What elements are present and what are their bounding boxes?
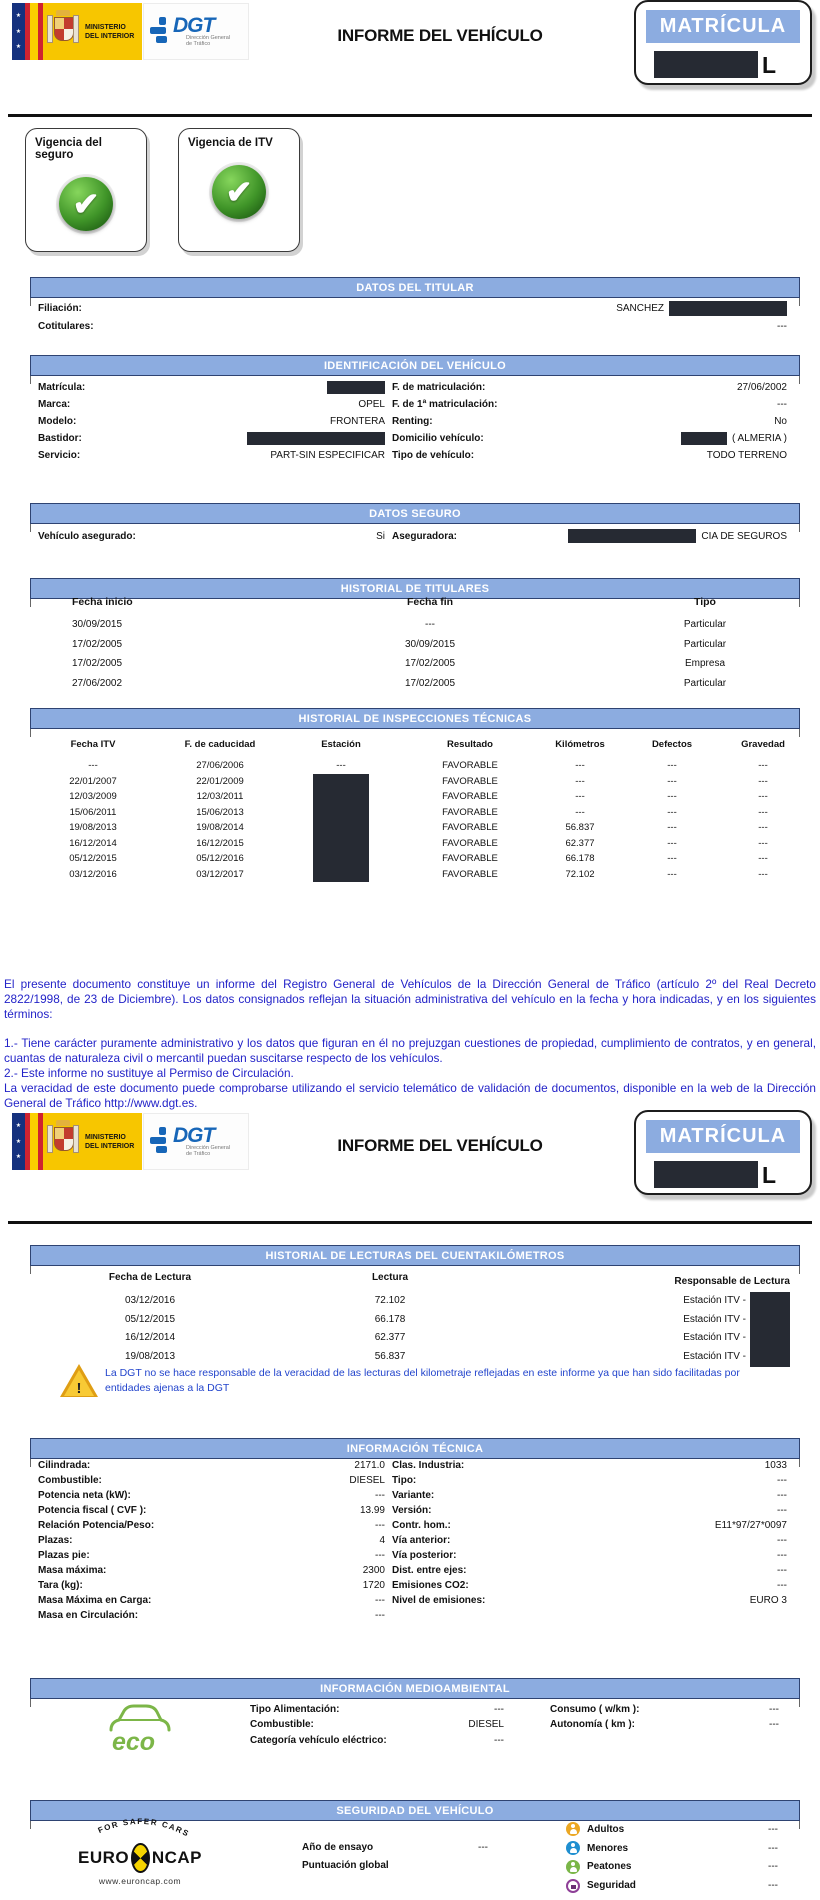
- table-row: 19/08/2013 19/08/2014 FAVORABLE 56.837 --- ---: [30, 820, 800, 836]
- responsable-redaction: [750, 1311, 790, 1330]
- section-header-informacion-tecnica: INFORMACIÓN TÉCNICA: [30, 1438, 800, 1459]
- warning-triangle-icon: !: [60, 1364, 100, 1398]
- plate-suffix: L: [762, 1161, 777, 1188]
- row-modelo: Modelo: FRONTERA Renting: No: [38, 416, 787, 427]
- titulares-table-header: Fecha inicio Fecha fin Tipo: [72, 596, 716, 608]
- rating-peatones: Peatones ---: [566, 1858, 778, 1877]
- table-row: 17/02/2005 30/09/2015 Particular: [72, 638, 727, 650]
- rating-adultos: Adultos ---: [566, 1820, 778, 1839]
- table-row: 12/03/2009 12/03/2011 FAVORABLE --- --- ---: [30, 789, 800, 805]
- responsable-redaction: [750, 1292, 790, 1311]
- page-title: INFORME DEL VEHÍCULO: [337, 26, 543, 45]
- plate-redaction: [654, 51, 758, 78]
- peatones-icon: [566, 1860, 580, 1874]
- row-servicio: Servicio: PART-SIN ESPECIFICAR Tipo de vehículo: TODO TERRENO: [38, 450, 787, 461]
- filiacion-redaction: [669, 301, 787, 316]
- green-check-icon: ✔: [212, 165, 266, 219]
- matricula-redaction: [327, 381, 385, 394]
- dgt-logo: [143, 3, 249, 60]
- ministry-interior-logo: [12, 3, 142, 60]
- row-bastidor: Bastidor: Domicilio vehículo: ( ALMERIA ): [38, 433, 787, 444]
- svg-text:eco: eco: [112, 1728, 156, 1756]
- svg-text:FOR SAFER CARS: FOR SAFER CARS: [96, 1816, 192, 1838]
- page1-header: [0, 0, 820, 96]
- ministry-interior-logo: [12, 1113, 142, 1170]
- table-row: 03/12/2016 03/12/2017 FAVORABLE 72.102 --- ---: [30, 867, 800, 883]
- matricula-box: [634, 1110, 812, 1195]
- estacion-redaction: [313, 851, 369, 867]
- medioambiental-left-column: Tipo Alimentación: --- Combustible: DIESEL Categoría vehículo eléctrico: ---: [250, 1704, 504, 1746]
- responsable-redaction: [750, 1348, 790, 1367]
- dgt-subtitle: Dirección General de Tráfico: [186, 34, 231, 47]
- dgt-wordmark: DGT: [173, 1123, 215, 1147]
- identificacion-rows: [30, 379, 800, 464]
- row-filiacion: Filiación: SANCHEZ: [30, 299, 800, 317]
- estacion-redaction: [313, 774, 369, 790]
- dgt-symbol-icon: [149, 16, 173, 48]
- table-row: 16/12/2014 62.377 Estación ITV -: [30, 1329, 800, 1348]
- section-header-medioambiental: INFORMACIÓN MEDIOAMBIENTAL: [30, 1678, 800, 1699]
- row-cotitulares: Cotitulares: ---: [38, 320, 787, 332]
- table-row: 27/06/2002 17/02/2005 Particular: [72, 677, 727, 689]
- kilometraje-disclaimer: La DGT no se hace responsable de la veracidad de las lecturas del kilometraje reflejadas en este informe ya que han sido facilitadas por entidades ajenas a la DGT: [105, 1367, 740, 1394]
- page-title: INFORME DEL VEHÍCULO: [337, 1136, 543, 1155]
- euroncap-logo: FOR SAFER CARS EURO NCAP www.euroncap.com: [78, 1814, 202, 1886]
- table-row: 22/01/2007 22/01/2009 FAVORABLE --- --- ---: [30, 774, 800, 790]
- tecnica-left-column: Cilindrada: 2171.0 Combustible: DIESEL Potencia neta (kW): --- Potencia fiscal ( CVF ): 13.99 Relación Potencia/Peso: --- Plazas: 4 Plazas pie: --- Masa máxima: 2300 Tara (kg): 1720 Masa Máxima en Carga: --- Masa en Circulación: ---: [38, 1460, 385, 1621]
- estacion-redaction: [313, 789, 369, 805]
- responsable-redaction: [750, 1329, 790, 1348]
- spain-coat-of-arms-icon: [43, 3, 83, 60]
- estacion-redaction: [313, 820, 369, 836]
- crash-test-dummy-icon: [131, 1843, 150, 1873]
- bastidor-redaction: [247, 432, 385, 445]
- table-row: 03/12/2016 72.102 Estación ITV -: [30, 1292, 800, 1311]
- table-row: 17/02/2005 17/02/2005 Empresa: [72, 658, 725, 669]
- dgt-wordmark: DGT: [173, 13, 215, 37]
- table-row: 16/12/2014 16/12/2015 FAVORABLE 62.377 --- ---: [30, 836, 800, 852]
- inspecciones-table-header: Fecha ITV F. de caducidad Estación Resultado Kilómetros Defectos Gravedad: [70, 739, 785, 750]
- matricula-box: [634, 0, 812, 85]
- rating-menores: Menores ---: [566, 1839, 778, 1858]
- matricula-label: MATRÍCULA: [646, 10, 800, 43]
- green-check-icon: ✔: [59, 177, 113, 231]
- eu-stars-band: ★ ★ ★: [12, 3, 25, 60]
- medioambiental-right-column: Consumo ( w/km ): --- Autonomía ( km ): ---: [550, 1704, 779, 1731]
- inspecciones-table-body: [30, 758, 800, 882]
- ministry-name: MINISTERIO DEL INTERIOR: [85, 23, 135, 40]
- badge-vigencia-itv: Vigencia de ITV ✔: [178, 128, 300, 252]
- eco-car-icon: [103, 1700, 173, 1761]
- ensayo-block: Año de ensayo --- Puntuación global: [302, 1841, 488, 1872]
- divider: [8, 1221, 812, 1224]
- euroncap-arc-text: [78, 1814, 202, 1838]
- section-header-lecturas: HISTORIAL DE LECTURAS DEL CUENTAKILÓMETROS: [30, 1245, 800, 1266]
- estacion-redaction: [313, 836, 369, 852]
- dgt-logo: [143, 1113, 249, 1170]
- table-row: --- 27/06/2006 --- FAVORABLE --- --- ---: [88, 760, 768, 771]
- menores-icon: [566, 1841, 580, 1855]
- lecturas-table-body: [30, 1292, 800, 1367]
- page2-header: [0, 1110, 820, 1206]
- lecturas-table-header: Fecha de Lectura Lectura Responsable de Lectura: [108, 1272, 790, 1287]
- row-marca: Marca: OPEL F. de 1ª matriculación: ---: [38, 399, 787, 410]
- section-header-historial-titulares: HISTORIAL DE TITULARES: [30, 578, 800, 599]
- euroncap-url: www.euroncap.com: [98, 1876, 182, 1886]
- section-header-inspecciones: HISTORIAL DE INSPECCIONES TÉCNICAS: [30, 708, 800, 729]
- legal-notice: El presente documento constituye un informe del Registro General de Vehículos de la Dirección General de Tráfico (artículo 2º del Real Decreto 2822/1998, de 23 de Diciembre). Los datos consignados reflejan la situación administrativa del vehículo en la fecha y hora indicadas, y en los siguientes términos: 1.- Tiene carácter puramente administrativo y los datos que figuran en él no prejuzgan cuestiones de propiedad, cumplimiento de contratos, y en general, cuantas de naturaleza civil o mercantil puedan suscitarse respecto de los vehículos. 2.- Este informe no sustituye al Permiso de Circulación. La veracidad de este documento puede comprobarse utilizando el servicio telemático de validación de documentos, disponible en la web de la Dirección General de Tráfico http://www.dgt.es.: [4, 977, 816, 1110]
- row-asegurado: Vehículo asegurado: Si Aseguradora: CIA DE SEGUROS: [38, 530, 787, 542]
- plate-redaction: [654, 1161, 758, 1188]
- table-row: 05/12/2015 05/12/2016 FAVORABLE 66.178 --- ---: [30, 851, 800, 867]
- ministry-name: MINISTERIO DEL INTERIOR: [85, 1133, 135, 1150]
- row-matricula: Matrícula: F. de matriculación: 27/06/2002: [38, 382, 787, 393]
- spain-coat-of-arms-icon: [43, 1113, 83, 1170]
- badge-vigencia-seguro: Vigencia del seguro ✔: [25, 128, 147, 252]
- aseguradora-redaction: [568, 529, 696, 543]
- seguro-rows: [30, 527, 800, 545]
- section-header-seguridad: SEGURIDAD DEL VEHÍCULO: [30, 1800, 800, 1821]
- domicilio-redaction: [681, 432, 727, 445]
- table-row: 30/09/2015 --- Particular: [72, 619, 727, 630]
- table-row: 19/08/2013 56.837 Estación ITV -: [30, 1348, 800, 1367]
- estacion-redaction: [313, 805, 369, 821]
- titular-rows: [30, 299, 800, 335]
- dgt-symbol-icon: [149, 1126, 173, 1158]
- rating-seguridad: Seguridad ---: [566, 1876, 778, 1895]
- eu-stars-band: ★ ★ ★: [12, 1113, 25, 1170]
- titulares-table-body: [30, 615, 800, 693]
- section-header-datos-titular: DATOS DEL TITULAR: [30, 277, 800, 298]
- section-header-datos-seguro: DATOS SEGURO: [30, 503, 800, 524]
- table-row: 05/12/2015 66.178 Estación ITV -: [30, 1311, 800, 1330]
- section-header-identificacion: IDENTIFICACIÓN DEL VEHÍCULO: [30, 355, 800, 376]
- divider: [8, 114, 812, 117]
- tecnica-right-column: Clas. Industria: 1033 Tipo: --- Variante: --- Versión: --- Contr. hom.: E11*97/27*0097 Vía anterior: --- Vía posterior: --- Dist. entre ejes: --- Emisiones CO2: --- Nivel de emisiones: EURO 3: [392, 1460, 787, 1606]
- adultos-icon: [566, 1822, 580, 1836]
- ncap-ratings: [566, 1820, 778, 1895]
- plate-suffix: L: [762, 51, 777, 78]
- dgt-subtitle: Dirección General de Tráfico: [186, 1144, 231, 1157]
- seguridad-icon: [566, 1879, 580, 1893]
- matricula-label: MATRÍCULA: [646, 1120, 800, 1153]
- table-row: 15/06/2011 15/06/2013 FAVORABLE --- --- ---: [30, 805, 800, 821]
- estacion-redaction: [313, 867, 369, 883]
